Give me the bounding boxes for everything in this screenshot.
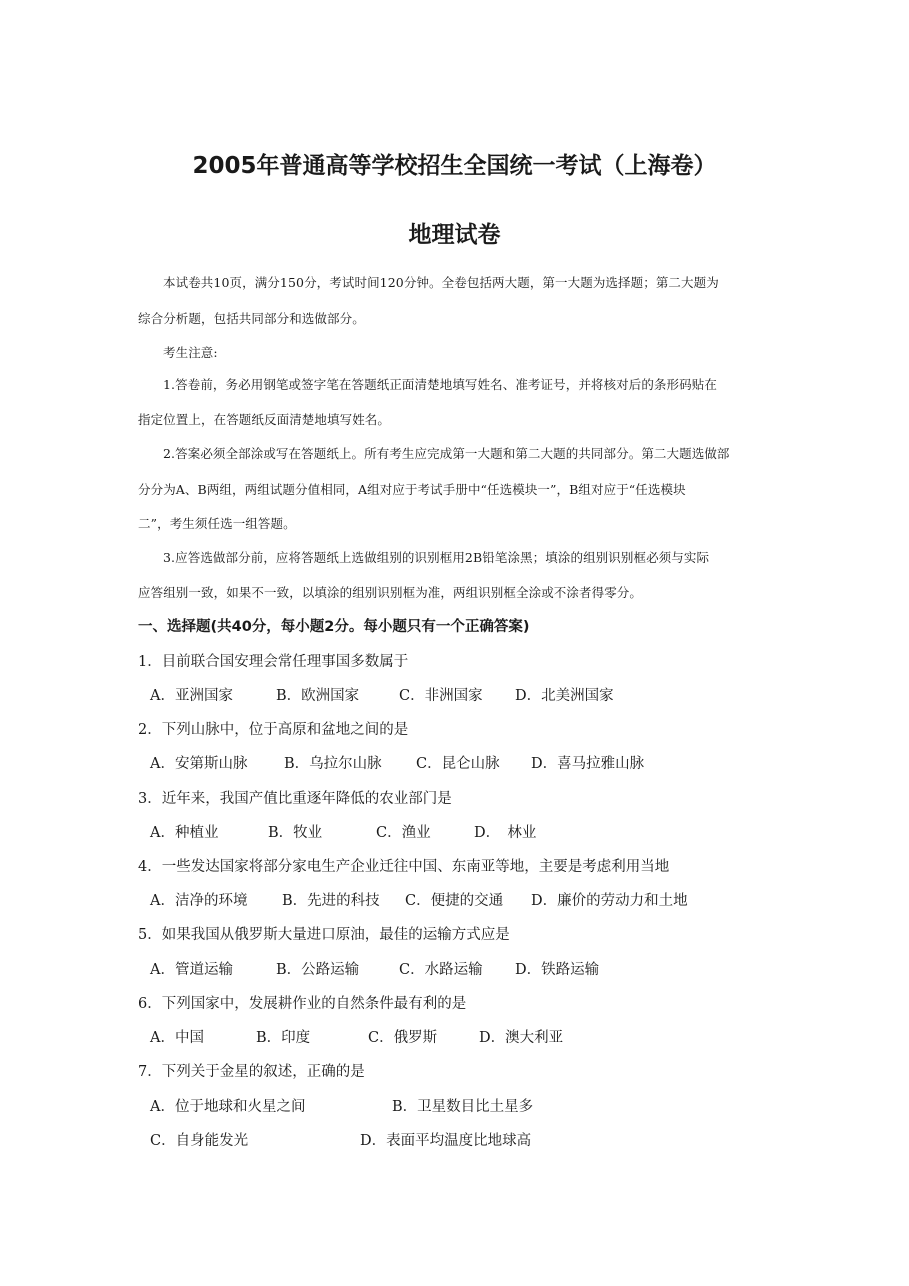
note-1-line-2: 指定位置上，在答题纸反面清楚地填写姓名。	[138, 412, 391, 427]
note-3-line-2: 应答组别一致，如果不一致，以填涂的组别识别框为准，两组识别框全涂或不涂者得零分。	[138, 585, 643, 600]
question-4-option-c: C．便捷的交通	[405, 893, 504, 909]
question-2-option-b: B．乌拉尔山脉	[284, 756, 382, 772]
question-6-stem: 6．下列国家中，发展耕作业的自然条件最有利的是	[138, 996, 467, 1012]
question-6-option-a: A．中国	[150, 1030, 204, 1046]
question-3-option-d: D． 林业	[474, 825, 537, 841]
question-3-stem: 3．近年来，我国产值比重逐年降低的农业部门是	[138, 791, 452, 807]
question-5-option-c: C．水路运输	[399, 962, 483, 978]
question-1-option-d: D．北美洲国家	[515, 688, 614, 704]
question-3-option-b: B．牧业	[268, 825, 323, 841]
question-1-option-b: B．欧洲国家	[276, 688, 360, 704]
question-2-option-a: A．安第斯山脉	[150, 756, 248, 772]
question-4-option-b: B．先进的科技	[282, 893, 380, 909]
exam-title: 2005年普通高等学校招生全国统一考试（上海卷）	[192, 153, 717, 179]
note-2-line-2: 分分为A、B两组，两组试题分值相同，A组对应于考试手册中“任选模块一”，B组对应于“任选模块	[138, 482, 686, 497]
exam-subtitle: 地理试卷	[408, 222, 501, 248]
question-6-option-c: C．俄罗斯	[368, 1030, 438, 1046]
notice-heading: 考生注意:	[163, 345, 218, 360]
question-1-option-a: A．亚洲国家	[150, 688, 233, 704]
question-6-option-b: B．印度	[256, 1030, 311, 1046]
question-5-option-a: A．管道运输	[150, 962, 233, 978]
question-1-stem: 1．目前联合国安理会常任理事国多数属于	[138, 654, 409, 670]
note-1-line-1: 1.答卷前，务必用钢笔或签字笔在答题纸正面清楚地填写姓名、准考证号，并将核对后的条形码贴在	[163, 377, 717, 392]
question-7-option-c: C．自身能发光	[150, 1133, 249, 1149]
question-4-option-a: A．洁净的环境	[150, 893, 248, 909]
question-5-option-b: B．公路运输	[276, 962, 360, 978]
question-3-option-a: A．种植业	[150, 825, 219, 841]
question-7-option-b: B．卫星数目比土星多	[392, 1099, 534, 1115]
section-heading: 一、选择题(共40分，每小题2分。每小题只有一个正确答案)	[138, 619, 530, 635]
question-3-option-c: C．渔业	[376, 825, 431, 841]
question-1-option-c: C．非洲国家	[399, 688, 483, 704]
intro-line-2: 综合分析题，包括共同部分和选做部分。	[138, 311, 365, 326]
question-4-stem: 4．一些发达国家将部分家电生产企业迁往中国、东南亚等地，主要是考虑利用当地	[138, 859, 670, 875]
question-4-option-d: D．廉价的劳动力和土地	[531, 893, 688, 909]
question-2-option-d: D．喜马拉雅山脉	[531, 756, 645, 772]
question-7-option-a: A．位于地球和火星之间	[150, 1099, 306, 1115]
question-6-option-d: D．澳大利亚	[479, 1030, 564, 1046]
question-2-option-c: C．昆仑山脉	[416, 756, 500, 772]
question-5-stem: 5．如果我国从俄罗斯大量进口原油，最佳的运输方式应是	[138, 927, 510, 943]
note-2-line-1: 2.答案必须全部涂或写在答题纸上。所有考生应完成第一大题和第二大题的共同部分。第二大题选做部	[163, 446, 730, 461]
question-7-stem: 7．下列关于金星的叙述，正确的是	[138, 1064, 365, 1080]
intro-line-1: 本试卷共10页，满分150分，考试时间120分钟。全卷包括两大题，第一大题为选择题；第二大题为	[163, 275, 719, 290]
question-2-stem: 2．下列山脉中，位于高原和盆地之间的是	[138, 722, 409, 738]
question-5-option-d: D．铁路运输	[515, 962, 600, 978]
note-3-line-1: 3.应答选做部分前，应将答题纸上选做组别的识别框用2B铅笔涂黑；填涂的组别识别框必须与实际	[163, 550, 710, 565]
note-2-line-3: 二”，考生须任选一组答题。	[138, 516, 296, 531]
question-7-option-d: D．表面平均温度比地球高	[360, 1133, 532, 1149]
